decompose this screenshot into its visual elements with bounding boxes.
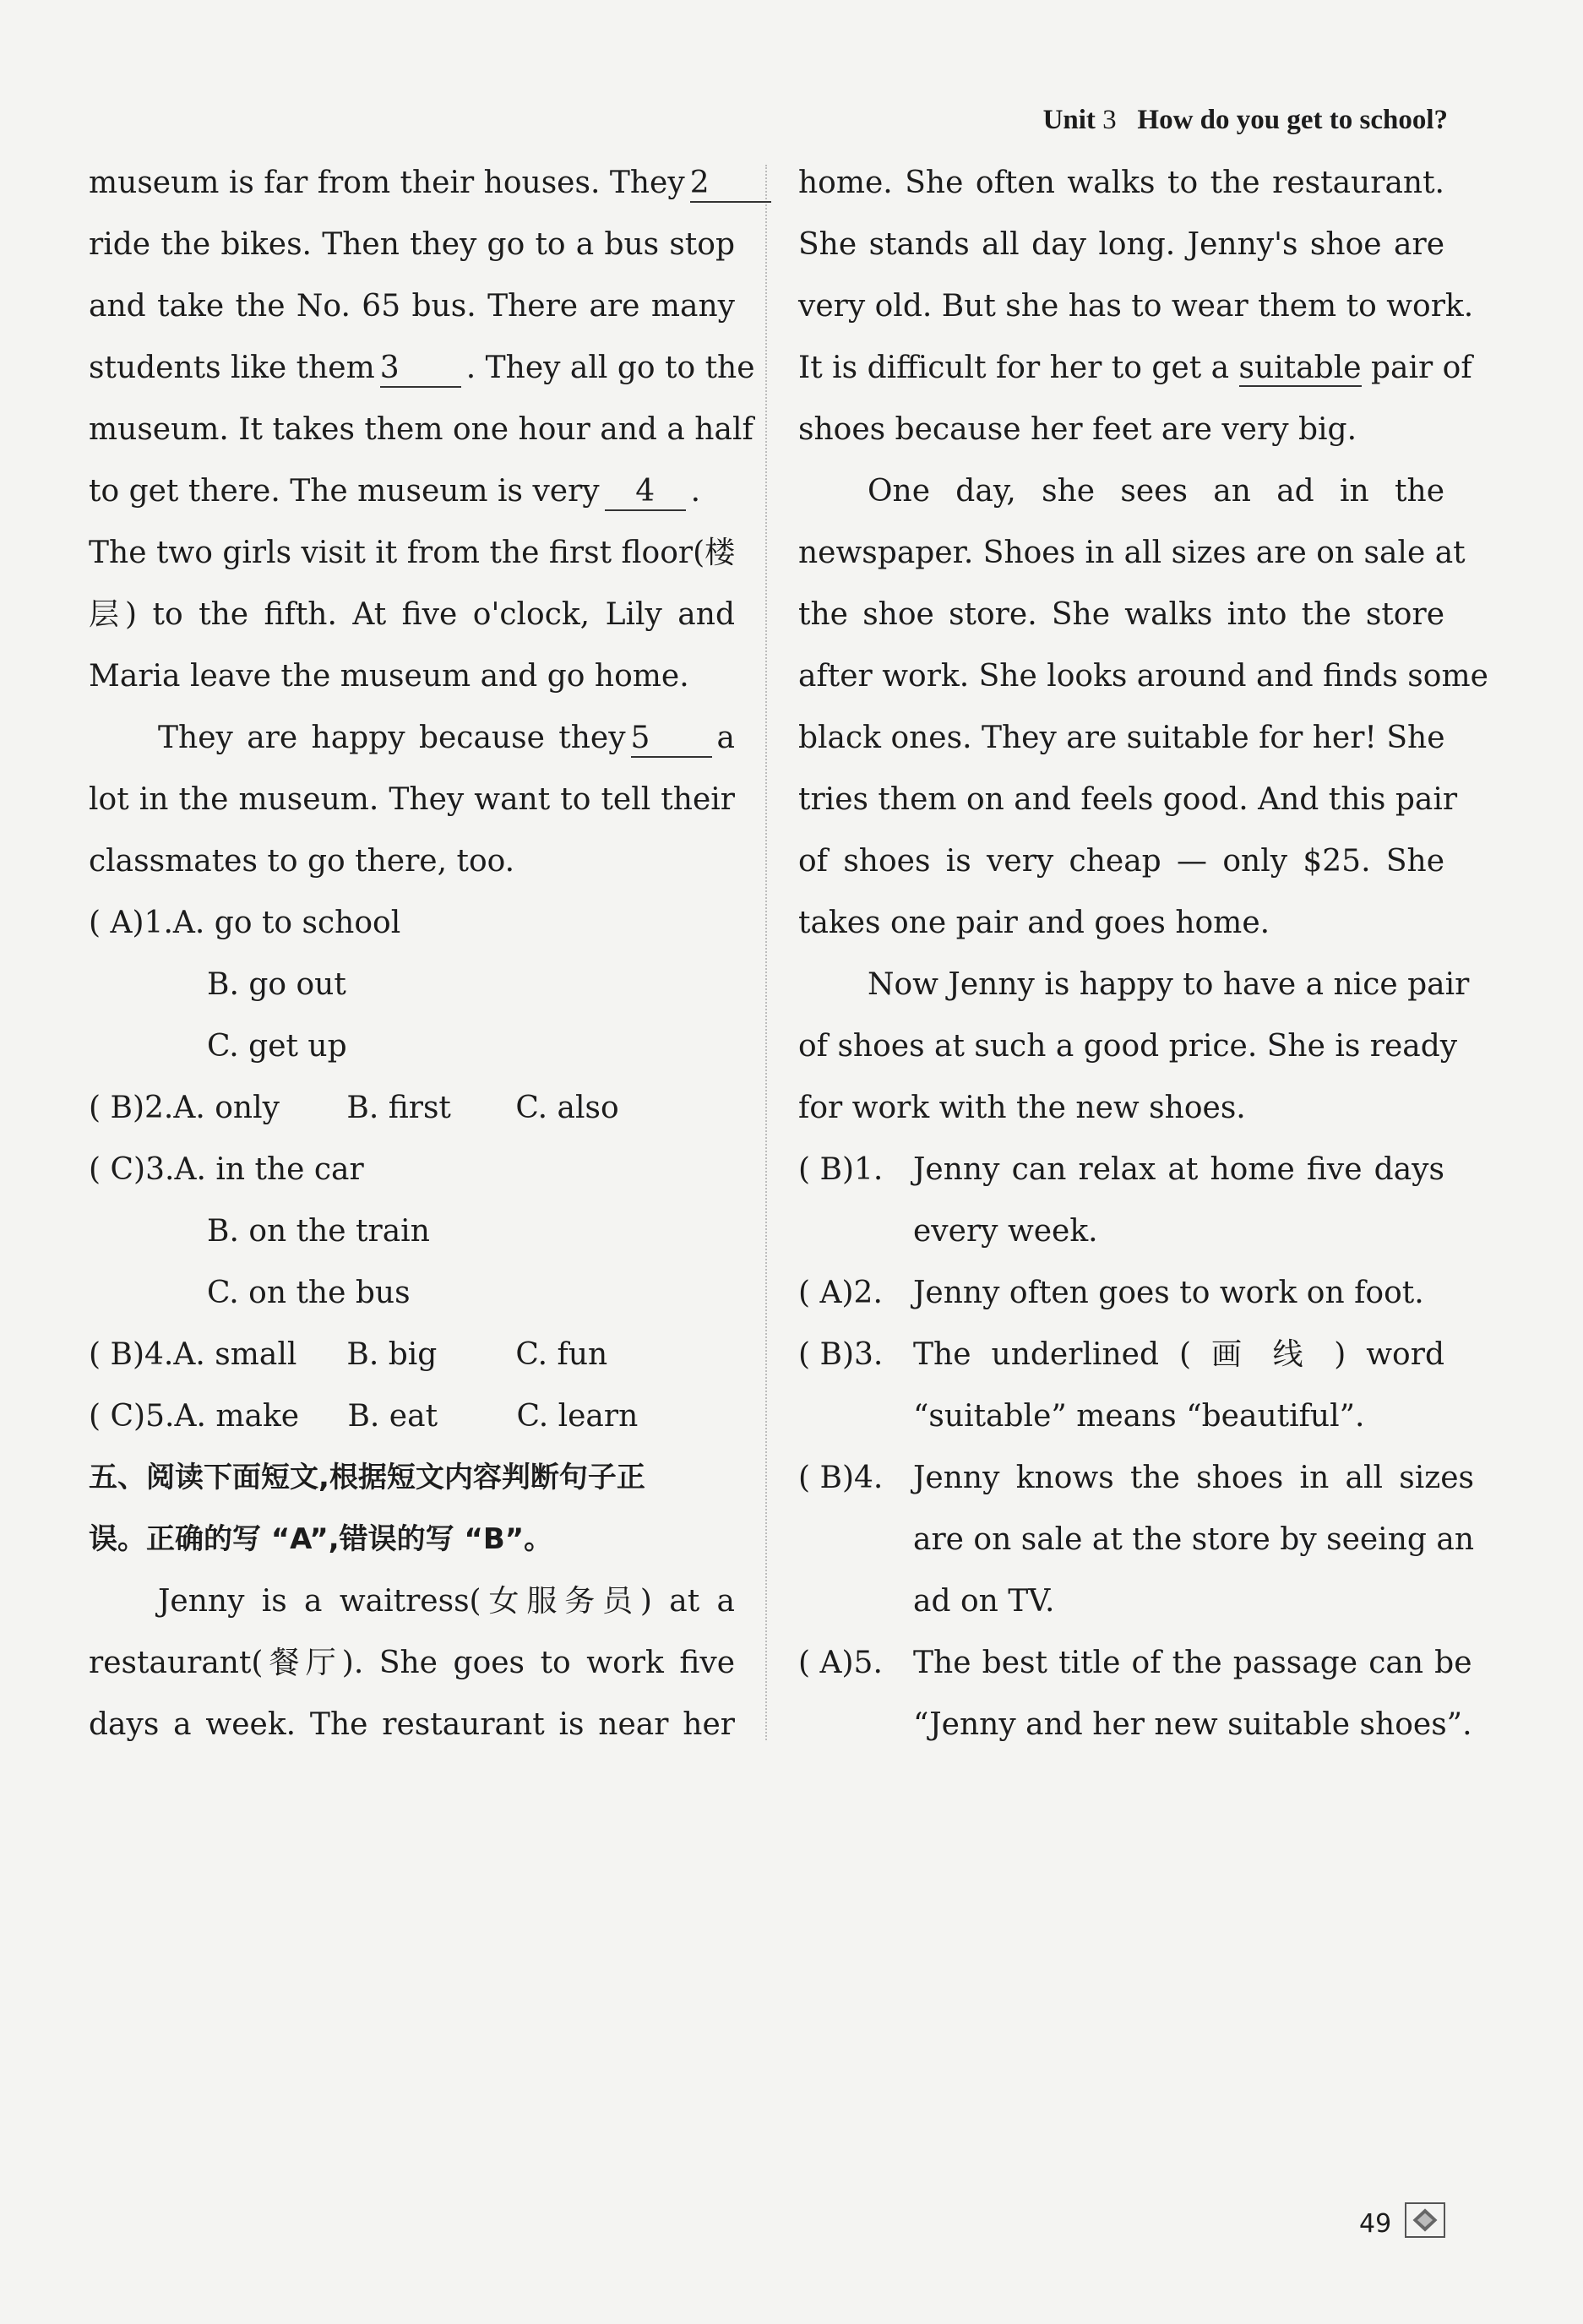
section-heading: 五、阅读下面短文,根据短文内容判断句子正 bbox=[89, 1461, 645, 1494]
option: C. on the bus bbox=[207, 1276, 411, 1310]
answer-letter: A bbox=[110, 906, 133, 940]
passage-line: They are happy because they 5 a bbox=[89, 707, 735, 769]
unit-title: How do you get to school? bbox=[1137, 105, 1448, 135]
answer-letter: A bbox=[819, 1276, 842, 1310]
passage-line: students like them 3 . They all go to the bbox=[89, 337, 735, 399]
passage-line: home. She often walks to the restaurant. bbox=[798, 166, 1444, 200]
answer-letter: B bbox=[819, 1337, 842, 1372]
passage-line: classmates to go there, too. bbox=[89, 844, 515, 879]
passage-line: The two girls visit it from the first floor(楼 bbox=[89, 536, 736, 570]
left-column bbox=[89, 152, 755, 1755]
passage-line: She stands all day long. Jenny's shoe are bbox=[798, 227, 1444, 262]
answer-letter: B bbox=[110, 1091, 133, 1125]
answer-blank: 4 bbox=[605, 474, 686, 511]
question-5: ( C)5.A. make B. eat C. learn bbox=[89, 1399, 639, 1434]
passage-line: museum. It takes them one hour and a half bbox=[89, 412, 753, 447]
passage-line: 层) to the fifth. At five o'clock, Lily and bbox=[89, 597, 735, 632]
answer-blank: 3 bbox=[380, 351, 461, 388]
answer-letter: C bbox=[110, 1399, 134, 1434]
statement-5: ( A)5. The best title of the passage can be “Jenny and her new suitable shoes”. bbox=[798, 1646, 1472, 1742]
underlined-word: suitable bbox=[1238, 351, 1362, 385]
passage-line: very old. But she has to wear them to work. bbox=[798, 289, 1474, 324]
question-4: ( B)4.A. small B. big C. fun bbox=[89, 1337, 608, 1372]
answer-letter: C bbox=[110, 1152, 134, 1187]
passage-line: lot in the museum. They want to tell their bbox=[89, 782, 735, 817]
option: C. get up bbox=[207, 1029, 347, 1064]
question-1: ( A)1.A. go to school bbox=[89, 906, 401, 940]
passage-line: after work. She looks around and finds some bbox=[798, 659, 1488, 694]
statement-1: ( B)1. Jenny can relax at home five days every week. bbox=[798, 1152, 1444, 1249]
option: B. on the train bbox=[207, 1214, 430, 1249]
question-2: ( B)2.A. only B. first C. also bbox=[89, 1091, 619, 1125]
passage-line: restaurant(餐厅). She goes to work five bbox=[89, 1646, 735, 1680]
passage-line: and take the No. 65 bus. There are many bbox=[89, 289, 735, 324]
passage-line: It is difficult for her to get a suitable pair of bbox=[798, 351, 1472, 385]
passage-line: shoes because her feet are very big. bbox=[798, 412, 1357, 447]
answer-letter: B bbox=[819, 1461, 842, 1495]
passage-line: days a week. The restaurant is near her bbox=[89, 1707, 735, 1742]
statement-2: ( A)2. Jenny often goes to work on foot. bbox=[798, 1276, 1424, 1310]
passage-line: ride the bikes. Then they go to a bus stop bbox=[89, 227, 735, 262]
passage-line: for work with the new shoes. bbox=[798, 1091, 1246, 1125]
passage-line: newspaper. Shoes in all sizes are on sale at bbox=[798, 536, 1466, 570]
passage-line: Now Jenny is happy to have a nice pair bbox=[868, 967, 1470, 1002]
passage-line: of shoes is very cheap — only $25. She bbox=[798, 844, 1444, 879]
statement-4: ( B)4. Jenny knows the shoes in all sizes are on sale at the store by seeing an ad on TV. bbox=[798, 1461, 1475, 1619]
passage-line: tries them on and feels good. And this pair bbox=[798, 782, 1458, 817]
passage-line: museum is far from their houses. They 2 bbox=[89, 152, 735, 214]
option: B. go out bbox=[207, 967, 346, 1002]
passage-line: the shoe store. She walks into the store bbox=[798, 597, 1444, 632]
passage-line: Jenny is a waitress(女服务员) at a bbox=[158, 1584, 735, 1619]
column-divider bbox=[765, 165, 767, 1740]
passage-line: of shoes at such a good price. She is ready bbox=[798, 1029, 1458, 1064]
answer-letter: A bbox=[819, 1646, 842, 1680]
page-number: 49 bbox=[1359, 2209, 1392, 2239]
passage-line: black ones. They are suitable for her! She bbox=[798, 721, 1445, 755]
question-3: ( C)3.A. in the car bbox=[89, 1152, 364, 1187]
answer-blank: 5 bbox=[631, 721, 712, 758]
right-column bbox=[798, 152, 1488, 1755]
diamond-logo-icon bbox=[1405, 2202, 1445, 2238]
statement-3: ( B)3. The underlined ( 画 线 ) word “suitable” means “beautiful”. bbox=[798, 1337, 1444, 1434]
answer-blank: 2 bbox=[690, 166, 771, 203]
passage-line: Maria leave the museum and go home. bbox=[89, 659, 689, 694]
section-heading: 误。正确的写 “A”,错误的写 “B”。 bbox=[89, 1522, 553, 1556]
passage-line: to get there. The museum is very 4 . bbox=[89, 460, 735, 522]
answer-letter: B bbox=[819, 1152, 842, 1187]
passage-line: takes one pair and goes home. bbox=[798, 906, 1270, 940]
running-header: Unit 3 How do you get to school? bbox=[1042, 105, 1448, 135]
answer-letter: B bbox=[110, 1337, 133, 1372]
passage-line: One day, she sees an ad in the bbox=[868, 474, 1444, 509]
